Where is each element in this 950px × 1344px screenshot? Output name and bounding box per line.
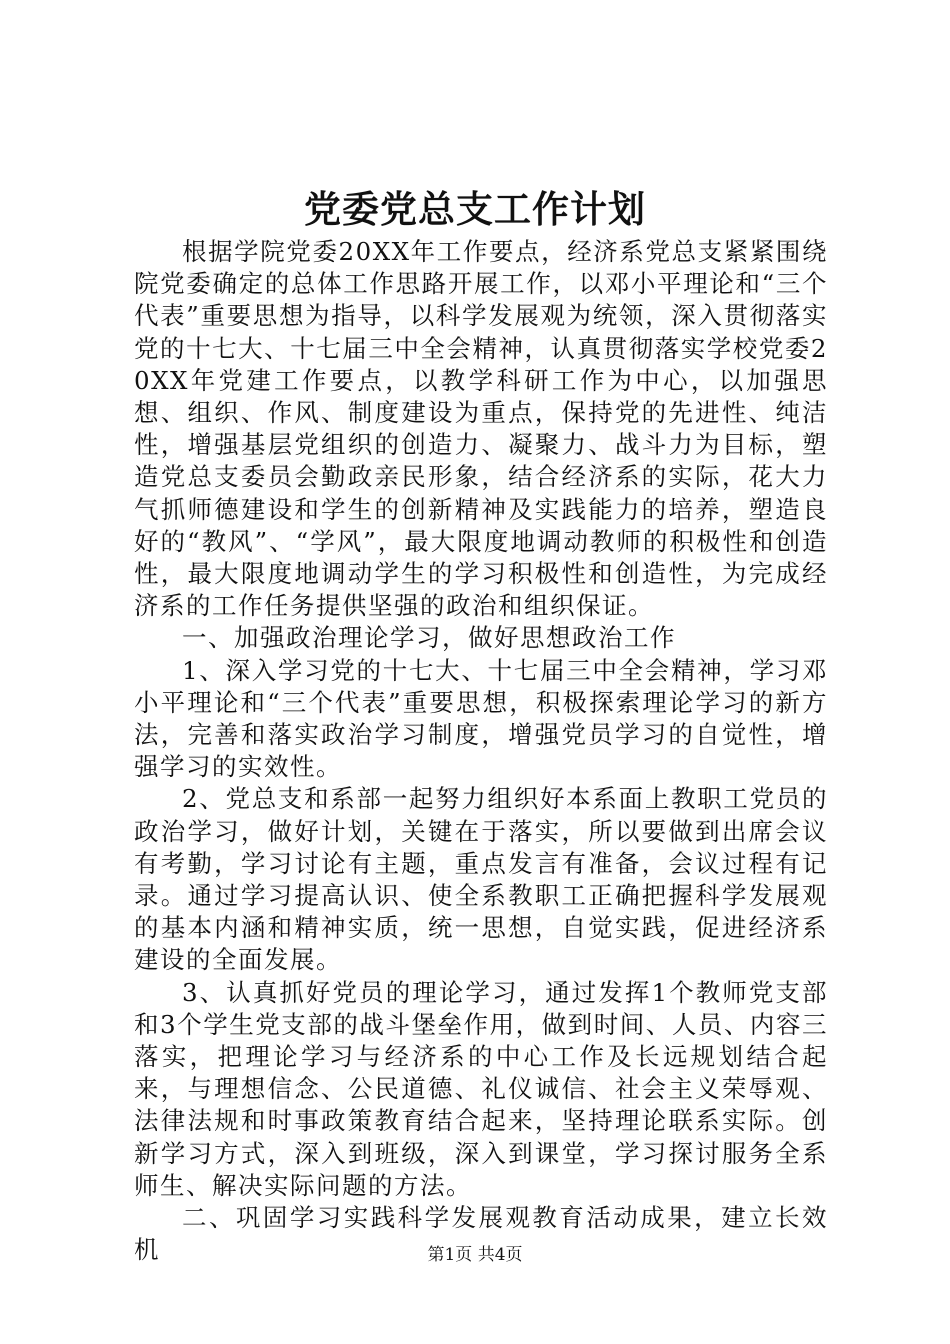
item-paragraph-2: 2、党总支和系部一起努力组织好本系面上教职工党员的政治学习，做好计划，关键在于落实，所以要做到出席会议有考勤，学习讨论有主题，重点发言有准备，会议过程有记录。通过学习提高认识、使全系教职工正确把握科学发展观的基本内涵和精神实质，统一思想，自觉实践，促进经济系建设的全面发展。 (134, 784, 828, 975)
page-number: 第1页 共4页 (427, 1245, 523, 1265)
document-body (134, 236, 828, 1267)
section-heading-2: 二、巩固学习实践科学发展观教育活动成果，建立长效机 (134, 1203, 828, 1265)
item-paragraph-3: 3、认真抓好党员的理论学习，通过发挥1个教师党支部和3个学生党支部的战斗堡垒作用，做到时间、人员、内容三落实，把理论学习与经济系的中心工作及长远规划结合起来，与理想信念、公民道德、礼仪诚信、社会主义荣辱观、法律法规和时事政策教育结合起来，坚持理论联系实际。创新学习方式，深入到班级，深入到课堂，学习探讨服务全系师生、解决实际问题的方法。 (134, 977, 828, 1200)
item-paragraph-1: 1、深入学习党的十七大、十七届三中全会精神，学习邓小平理论和“三个代表”重要思想，积极探索理论学习的新方法，完善和落实政治学习制度，增强党员学习的自觉性，增强学习的实效性。 (134, 655, 828, 782)
page-footer (0, 1243, 950, 1267)
section-heading-1: 一、加强政治理论学习，做好思想政治工作 (182, 623, 676, 653)
intro-paragraph: 根据学院党委20XX年工作要点，经济系党总支紧紧围绕院党委确定的总体工作思路开展工作，以邓小平理论和“三个代表”重要思想为指导，以科学发展观为统领，深入贯彻落实党的十七大、十七届三中全会精神，认真贯彻落实学校党委20XX年党建工作要点，以教学科研工作为中心，以加强思想、组织、作风、制度建设为重点，保持党的先进性、纯洁性，增强基层党组织的创造力、凝聚力、战斗力为目标，塑造党总支委员会勤政亲民形象，结合经济系的实际，花大力气抓师德建设和学生的创新精神及实践能力的培养，塑造良好的“教风”、“学风”，最大限度地调动教师的积极性和创造性，最大限度地调动学生的学习积极性和创造性，为完成经济系的工作任务提供坚强的政治和组织保证。 (134, 237, 828, 621)
document-title: 党委党总支工作计划 (304, 187, 646, 231)
